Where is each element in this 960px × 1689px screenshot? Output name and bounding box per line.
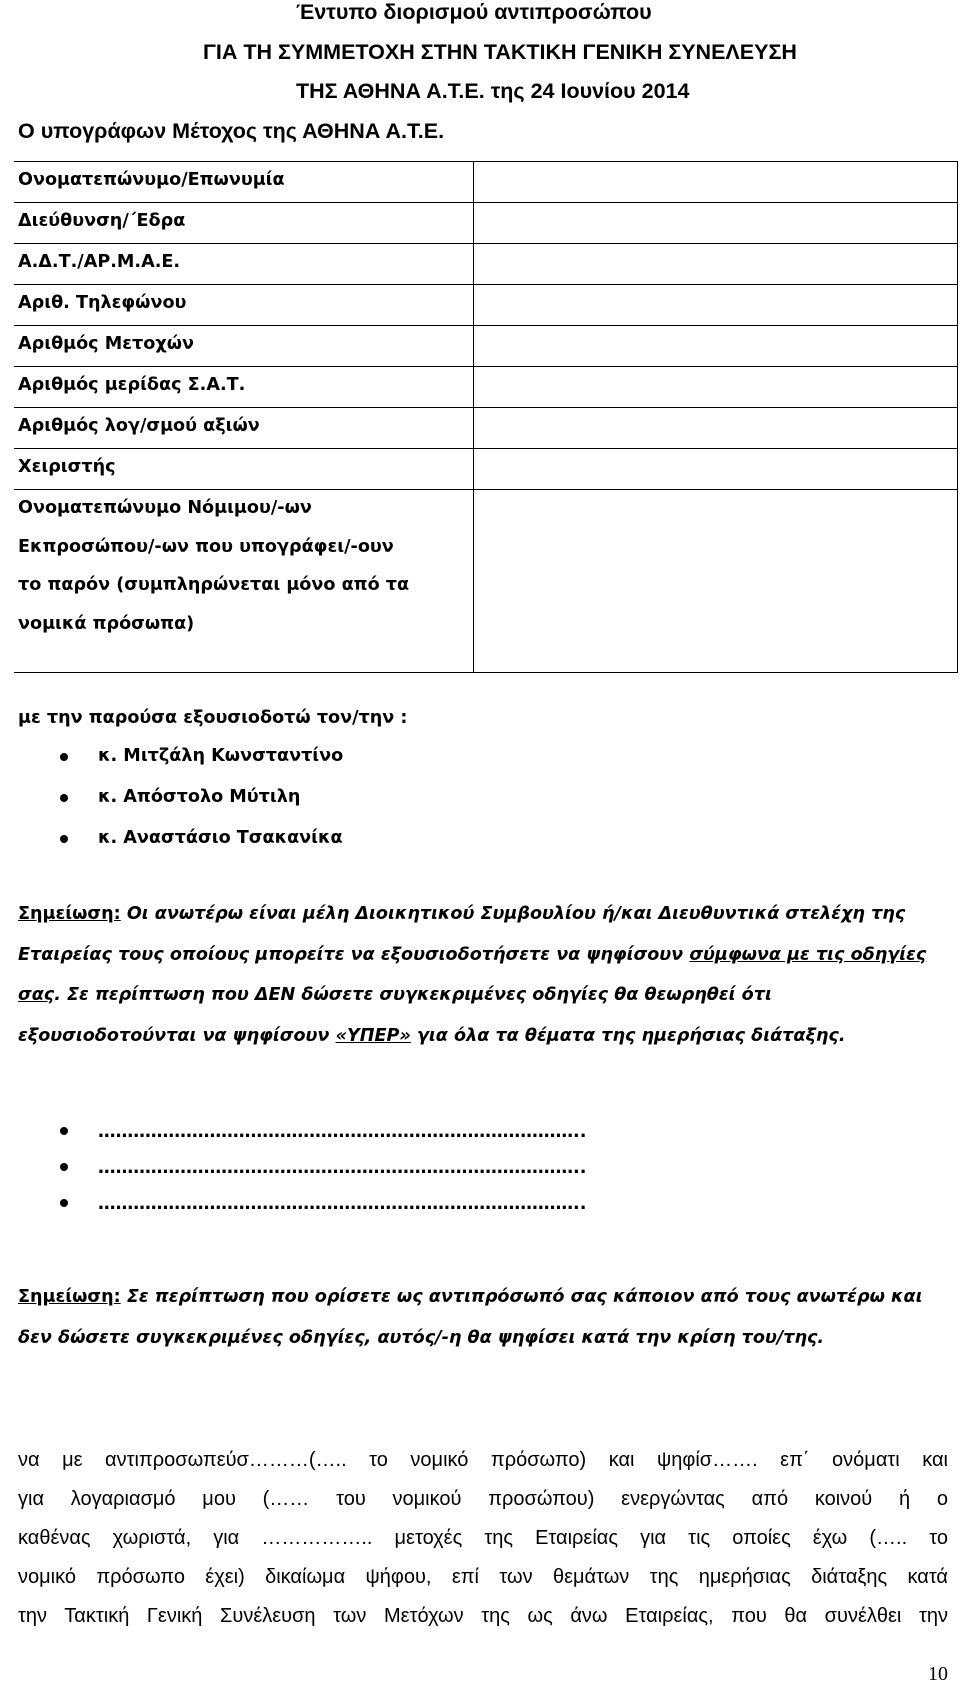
field-input-address[interactable] [474, 203, 958, 244]
bullet-icon [60, 1199, 68, 1207]
proxy-form-page: Έντυπο διορισμού αντιπροσώπου ΓΙΑ ΤΗ ΣΥΜΜΕΤΟΧΗ ΣΤΗΝ ΤΑΚΤΙΚΗ ΓΕΝΙΚΗ ΣΥΝΕΛΕΥΣΗ ΤΗΣ ΑΘΗΝΑ Α.Τ.Ε. της 24 Ιουνίου 2014 Ο υπογράφων Μέτοχος της ΑΘΗΝΑ Α.Τ.Ε. Ονοματεπώνυμο/Επωνυμία Διεύθυνση/΄Εδρα Α.Δ.Τ./ΑΡ.Μ.Α.Ε. Αριθ. Τηλεφώνου Αριθμός Μετοχών Αριθμός μερίδας Σ.Α.Τ. Αριθμός λογ/σμού αξιών Χειριστής Ονοματεπώνυμο Νόμιμου/-ων Εκπροσώπου/-ων που υπογράφει/-ουν το παρόν (συμπληρώνεται μόνο από τα νομικά πρόσωπα) με την παρούσα εξουσιοδοτώ τον/την : κ. Μιτζάλη Κωνσταντίνο κ. Απόστολο Μύτιλη κ. Αναστάσιο Τσακανίκα Σημείωση: Οι ανωτέρω είναι μέλη Διοικητικού Συμβουλίου ή/και Διευθυντικά στελέχη της Εταιρείας τους οποίους μπορείτε να εξουσιοδοτήσετε να ψηφίσουν σύμφωνα με τις οδηγίες σας. Σε περίπτωση που ΔΕΝ δώσετε συγκεκριμένες οδηγίες θα θεωρηθεί ότι εξουσιοδοτούνται να ψηφίσουν «ΥΠΕΡ» για όλα τα θέματα της ημερήσιας διάταξης. ……………………………………………………………………….. ……………………………………………………………………….. ……………………………………………………………………….. Σημείωση: Σε περίπτωση που ορίσετε ως αντιπρόσωπό σας κάποιον από τους ανωτέρω και δεν δώσετε συγκεκριμένες οδηγίες, αυτός/-η θα ψηφίσει κατά την κρίση του/της. να με αντιπροσωπεύσ………(….. το νομικό πρόσωπο) και ψηφίσ……. επ΄ ονόματι και για λογαριασμό μου (…… του νομικού προσώπου) ενεργώντας από κοινού ή ο καθένας χωριστά, για …………….. μετοχές της Εταιρείας για τις οποίες έχω (….. το νομικό πρόσωπο έχει) δικαίωμα ψήφου, επί των θεμάτων της ημερήσιας διάταξης κατά την Τακτική Γενική Συνέλευση των Μετόχων της ως άνω Εταιρείας, που θα συνέλθει την 10 [0, 0, 960, 1689]
field-label-id: Α.Δ.Τ./ΑΡ.Μ.Α.Ε. [14, 244, 474, 285]
authorization-paragraph: να με αντιπροσωπεύσ………(….. το νομικό πρόσωπο) και ψηφίσ……. επ΄ ονόματι και για λογαριασμό μου (…… του νομικού προσώπου) ενεργώντας από κοινού ή ο καθένας χωριστά, για …………….. μετοχές της Εταιρείας για τις οποίες έχω (….. το νομικό πρόσωπο έχει) δικαίωμα ψήφου, επί των θεμάτων της ημερήσιας διάταξης κατά την Τακτική Γενική Συνέλευση των Μετόχων της ως άνω Εταιρείας, που θα συνέλθει την [18, 1449, 948, 1627]
field-label-name: Ονοματεπώνυμο/Επωνυμία [14, 162, 474, 203]
field-input-securities-account[interactable] [474, 408, 958, 449]
bullet-icon [60, 1163, 68, 1171]
company-date: ΤΗΣ ΑΘΗΝΑ Α.Τ.Ε. της 24 Ιουνίου 2014 [296, 79, 690, 103]
signatory-intro: Ο υπογράφων Μέτοχος της ΑΘΗΝΑ Α.Τ.Ε. [18, 119, 445, 143]
note-label: Σημείωση: [18, 1287, 121, 1307]
bullet-icon [60, 835, 68, 843]
field-label-securities-account: Αριθμός λογ/σμού αξιών [14, 408, 474, 449]
note-label: Σημείωση: [18, 904, 121, 924]
field-input-share-account[interactable] [474, 367, 958, 408]
field-label-share-account: Αριθμός μερίδας Σ.Α.Τ. [14, 367, 474, 408]
page-number: 10 [928, 1663, 948, 1685]
field-label-shares: Αριθμός Μετοχών [14, 326, 474, 367]
field-input-id[interactable] [474, 244, 958, 285]
field-label-legal-representatives: Ονοματεπώνυμο Νόμιμου/-ων Εκπροσώπου/-ων που υπογράφει/-ουν το παρόν (συμπληρώνεται μόνο από τα νομικά πρόσωπα) [14, 490, 474, 673]
field-input-legal-representatives[interactable] [474, 490, 958, 673]
bullet-icon [60, 1127, 68, 1135]
field-label-operator: Χειριστής [14, 449, 474, 490]
bullet-icon [60, 794, 68, 802]
field-input-operator[interactable] [474, 449, 958, 490]
field-label-address: Διεύθυνση/΄Εδρα [14, 203, 474, 244]
field-label-phone: Αριθ. Τηλεφώνου [14, 285, 474, 326]
field-input-phone[interactable] [474, 285, 958, 326]
authorization-intro: με την παρούσα εξουσιοδοτώ τον/την : [18, 708, 408, 728]
meeting-title: ΓΙΑ ΤΗ ΣΥΜΜΕΤΟΧΗ ΣΤΗΝ ΤΑΚΤΙΚΗ ΓΕΝΙΚΗ ΣΥΝΕΛΕΥΣΗ [203, 40, 797, 64]
note-board-members: Σημείωση: Οι ανωτέρω είναι μέλη Διοικητικού Συμβουλίου ή/και Διευθυντικά στελέχη της Εταιρείας τους οποίους μπορείτε να εξουσιοδοτήσετε να ψηφίσουν σύμφωνα με τις οδηγίες σας. Σε περίπτωση που ΔΕΝ δώσετε συγκεκριμένες οδηγίες θα θεωρηθεί ότι εξουσιοδοτούνται να ψηφίσουν «ΥΠΕΡ» για όλα τα θέματα της ημερήσιας διάταξης. [18, 904, 927, 1046]
note-custom-proxy: Σημείωση: Σε περίπτωση που ορίσετε ως αντιπρόσωπό σας κάποιον από τους ανωτέρω και δεν δώσετε συγκεκριμένες οδηγίες, αυτός/-η θα ψηφίσει κατά την κρίση του/της. [18, 1287, 923, 1348]
form-title: Έντυπο διορισμού αντιπροσώπου [296, 0, 652, 24]
field-input-name[interactable] [474, 162, 958, 203]
bullet-icon [60, 753, 68, 761]
shareholder-details-table [14, 161, 958, 673]
field-input-shares[interactable] [474, 326, 958, 367]
